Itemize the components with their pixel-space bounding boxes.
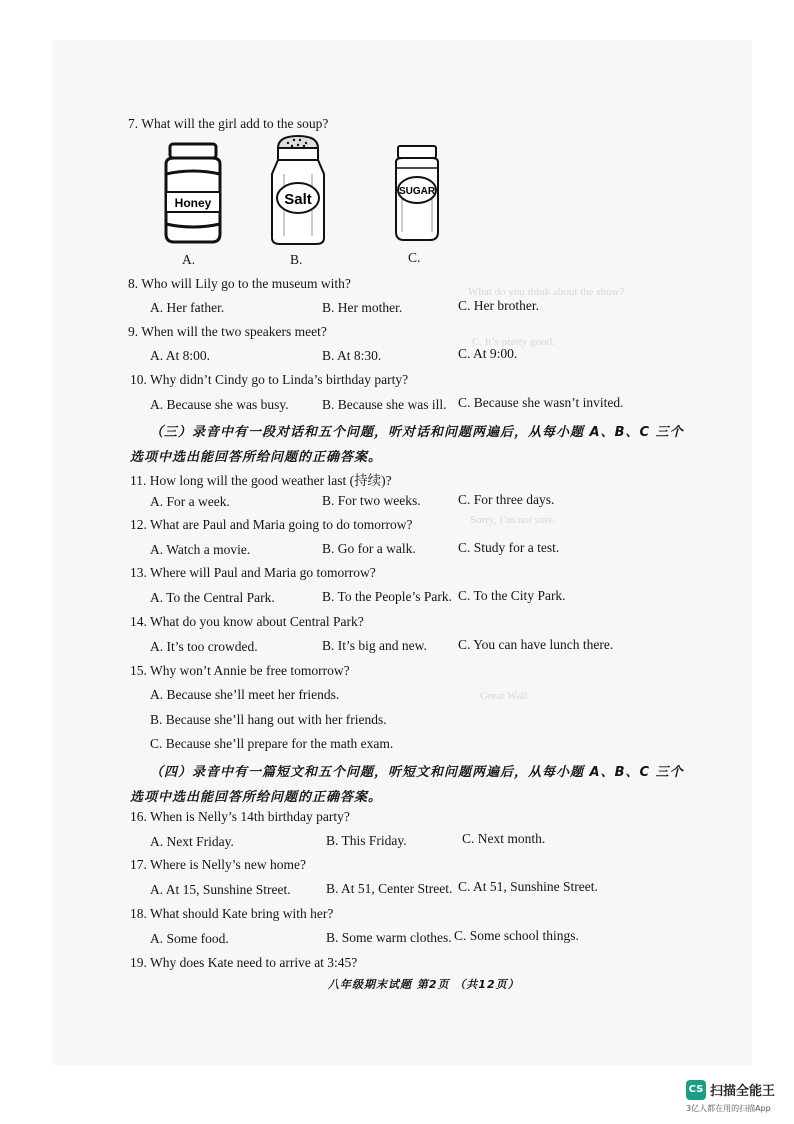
q14-option-a[interactable]: A. It’s too crowded. <box>150 639 258 654</box>
question-12: 12. What are Paul and Maria going to do tomorrow? <box>130 517 413 532</box>
q17-option-b[interactable]: B. At 51, Center Street. <box>326 881 453 896</box>
scanner-app-title: 扫描全能王 <box>710 1084 776 1099</box>
q16-option-b[interactable]: B. This Friday. <box>326 833 407 848</box>
q11-option-a[interactable]: A. For a week. <box>150 494 230 509</box>
q10-option-a[interactable]: A. Because she was busy. <box>150 397 289 412</box>
honey-jar-picture <box>160 140 226 246</box>
q14-option-b[interactable]: B. It’s big and new. <box>322 638 427 653</box>
q16-option-a[interactable]: A. Next Friday. <box>150 834 234 849</box>
q12-option-c[interactable]: C. Study for a test. <box>458 540 560 555</box>
q12-option-a[interactable]: A. Watch a movie. <box>150 542 251 557</box>
salt-label-text: Salt <box>284 191 312 208</box>
q18-option-b[interactable]: B. Some warm clothes. <box>326 930 452 945</box>
q10-option-c[interactable]: C. Because she wasn’t invited. <box>458 395 624 410</box>
section-four-instruction: （四）录音中有一篇短文和五个问题，听短文和问题两遍后，从每小题 A、B、C 三个 <box>150 765 684 780</box>
section-three-instruction-cont: 选项中选出能回答所给问题的正确答案。 <box>130 450 383 465</box>
q15-option-b[interactable]: B. Because she’ll hang out with her friends. <box>150 712 387 727</box>
camscanner-logo: CS <box>686 1080 706 1100</box>
q15-option-a[interactable]: A. Because she’ll meet her friends. <box>150 687 340 702</box>
q8-option-b[interactable]: B. Her mother. <box>322 300 403 315</box>
question-14: 14. What do you know about Central Park? <box>130 614 364 629</box>
q17-option-a[interactable]: A. At 15, Sunshine Street. <box>150 882 291 897</box>
question-7: 7. What will the girl add to the soup? <box>128 116 329 131</box>
question-15: 15. Why won’t Annie be free tomorrow? <box>130 663 350 678</box>
question-13: 13. Where will Paul and Maria go tomorrow? <box>130 565 376 580</box>
picture-b-label: B. <box>290 252 303 267</box>
picture-c-label: C. <box>408 250 421 265</box>
q18-option-a[interactable]: A. Some food. <box>150 931 229 946</box>
q8-option-c[interactable]: C. Her brother. <box>458 298 539 313</box>
question-18: 18. What should Kate bring with her? <box>130 906 334 921</box>
bleed-through-text: Great Wall <box>480 690 528 702</box>
q12-option-b[interactable]: B. Go for a walk. <box>322 541 416 556</box>
bleed-through-text: Sorry, I’m not sure. <box>470 514 556 526</box>
q10-option-b[interactable]: B. Because she was ill. <box>322 397 447 412</box>
question-9: 9. When will the two speakers meet? <box>128 324 327 339</box>
salt-shaker-picture <box>268 134 328 246</box>
page-footer: 八年级期末试题 第2页 （共12页） <box>328 978 520 991</box>
q14-option-c[interactable]: C. You can have lunch there. <box>458 637 614 652</box>
q13-option-c[interactable]: C. To the City Park. <box>458 588 566 603</box>
q8-option-a[interactable]: A. Her father. <box>150 300 225 315</box>
question-17: 17. Where is Nelly’s new home? <box>130 857 306 872</box>
question-10: 10. Why didn’t Cindy go to Linda’s birthday party? <box>130 372 409 387</box>
q15-option-c[interactable]: C. Because she’ll prepare for the math exam. <box>150 736 394 751</box>
question-8: 8. Who will Lily go to the museum with? <box>128 276 351 291</box>
section-four-instruction-cont: 选项中选出能回答所给问题的正确答案。 <box>130 790 383 805</box>
bleed-through-text: What do you think about the show? <box>468 286 625 298</box>
bleed-through-text: C. It’s pretty good. <box>472 336 555 348</box>
question-11: 11. How long will the good weather last (持续)? <box>130 473 392 488</box>
honey-label-text: Honey <box>174 196 212 210</box>
q11-option-c[interactable]: C. For three days. <box>458 492 555 507</box>
q13-option-a[interactable]: A. To the Central Park. <box>150 590 275 605</box>
sugar-jar-picture <box>390 144 444 242</box>
q18-option-c[interactable]: C. Some school things. <box>454 928 579 943</box>
q13-option-b[interactable]: B. To the People’s Park. <box>322 589 453 604</box>
scanner-app-subtitle: 3亿人都在用的扫描App <box>686 1104 771 1113</box>
question-16: 16. When is Nelly’s 14th birthday party? <box>130 809 350 824</box>
question-19: 19. Why does Kate need to arrive at 3:45? <box>130 955 358 970</box>
q9-option-c[interactable]: C. At 9:00. <box>458 346 518 361</box>
q11-option-b[interactable]: B. For two weeks. <box>322 493 421 508</box>
q9-option-a[interactable]: A. At 8:00. <box>150 348 211 363</box>
sugar-label-text: SUGAR <box>398 186 436 197</box>
q16-option-c[interactable]: C. Next month. <box>462 831 546 846</box>
q17-option-c[interactable]: C. At 51, Sunshine Street. <box>458 879 598 894</box>
q9-option-b[interactable]: B. At 8:30. <box>322 348 382 363</box>
section-three-instruction: （三）录音中有一段对话和五个问题，听对话和问题两遍后，从每小题 A、B、C 三个 <box>150 425 684 440</box>
picture-a-label: A. <box>182 252 196 267</box>
